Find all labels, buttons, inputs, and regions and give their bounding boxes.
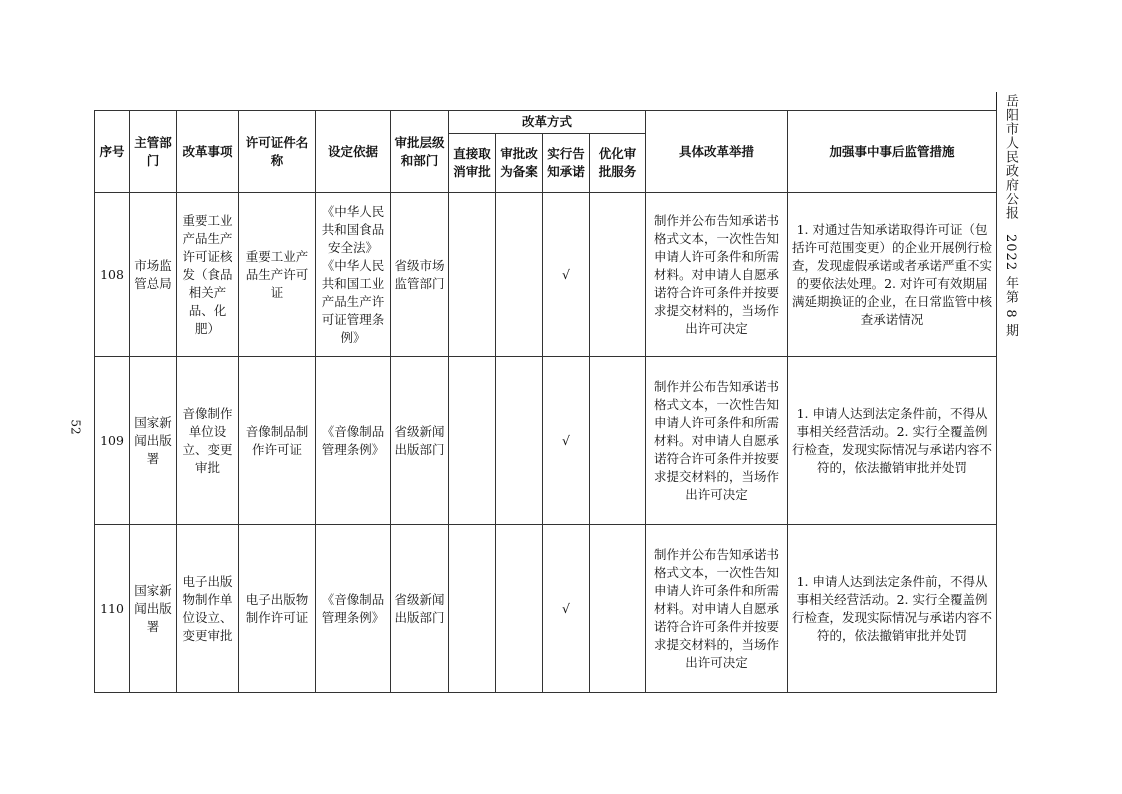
cell-method-cancel [449,357,496,525]
cell-method-filing [496,193,543,357]
publication-name: 岳阳市人民政府公报 [1003,94,1018,220]
running-header-title [1001,94,1020,338]
cell-license: 电子出版物制作许可证 [239,525,316,693]
cell-seq: 110 [95,525,130,693]
cell-dept: 国家新闻出版署 [130,525,177,693]
cell-level: 省级市场监管部门 [391,193,449,357]
col-header-dept: 主管部门 [130,111,177,193]
col-header-reform-method: 改革方式 [449,111,646,134]
cell-basis: 《中华人民共和国食品安全法》《中华人民共和国工业产品生产许可证管理条例》 [316,193,391,357]
cell-measures: 制作并公布告知承诺书格式文本，一次性告知申请人许可条件和所需材料。对申请人自愿承诺符合许可条件并按要求提交材料的，当场作出许可决定 [646,357,788,525]
cell-method-notify: √ [543,357,590,525]
cell-seq: 108 [95,193,130,357]
cell-method-cancel [449,193,496,357]
col-header-supervision: 加强事中事后监管措施 [788,111,997,193]
cell-basis: 《音像制品管理条例》 [316,525,391,693]
reform-items-table [94,110,997,693]
col-header-method-cancel: 直接取消审批 [449,134,496,193]
cell-license: 音像制品制作许可证 [239,357,316,525]
cell-supervision: 1. 申请人达到法定条件前，不得从事相关经营活动。2. 实行全覆盖例行检查，发现实际情况与承诺内容不符的，依法撤销审批并处罚 [788,357,997,525]
cell-supervision: 1. 对通过告知承诺取得许可证（包括许可范围变更）的企业开展例行检查，发现虚假承诺或者承诺严重不实的要依法处理。2. 对许可有效期届满延期换证的企业，在日常监管中核查承诺情况 [788,193,997,357]
cell-measures: 制作并公布告知承诺书格式文本，一次性告知申请人许可条件和所需材料。对申请人自愿承诺符合许可条件并按要求提交材料的，当场作出许可决定 [646,193,788,357]
col-header-basis: 设定依据 [316,111,391,193]
cell-item: 电子出版物制作单位设立、变更审批 [177,525,239,693]
cell-license: 重要工业产品生产许可证 [239,193,316,357]
cell-item: 重要工业产品生产许可证核发（食品相关产品、化肥） [177,193,239,357]
col-header-item: 改革事项 [177,111,239,193]
cell-method-optimize [590,525,646,693]
issue-number: 2022 年第 8 期 [1003,234,1018,338]
table-row [95,525,997,693]
table-row [95,193,997,357]
cell-measures: 制作并公布告知承诺书格式文本，一次性告知申请人许可条件和所需材料。对申请人自愿承诺符合许可条件并按要求提交材料的，当场作出许可决定 [646,525,788,693]
cell-method-optimize [590,193,646,357]
cell-method-notify: √ [543,193,590,357]
cell-dept: 市场监管总局 [130,193,177,357]
cell-seq: 109 [95,357,130,525]
col-header-method-filing: 审批改为备案 [496,134,543,193]
col-header-seq: 序号 [95,111,130,193]
col-header-method-optimize: 优化审批服务 [590,134,646,193]
cell-item: 音像制作单位设立、变更审批 [177,357,239,525]
cell-method-optimize [590,357,646,525]
cell-level: 省级新闻出版部门 [391,525,449,693]
col-header-measures: 具体改革举措 [646,111,788,193]
cell-method-filing [496,357,543,525]
cell-method-cancel [449,525,496,693]
col-header-license: 许可证件名称 [239,111,316,193]
cell-level: 省级新闻出版部门 [391,357,449,525]
page-number: 52 [68,419,83,435]
running-header [996,92,1025,692]
header-row-1 [95,111,997,134]
cell-basis: 《音像制品管理条例》 [316,357,391,525]
cell-dept: 国家新闻出版署 [130,357,177,525]
table-row [95,357,997,525]
col-header-level: 审批层级和部门 [391,111,449,193]
cell-supervision: 1. 申请人达到法定条件前，不得从事相关经营活动。2. 实行全覆盖例行检查，发现实际情况与承诺内容不符的，依法撤销审批并处罚 [788,525,997,693]
cell-method-notify: √ [543,525,590,693]
cell-method-filing [496,525,543,693]
col-header-method-notify: 实行告知承诺 [543,134,590,193]
